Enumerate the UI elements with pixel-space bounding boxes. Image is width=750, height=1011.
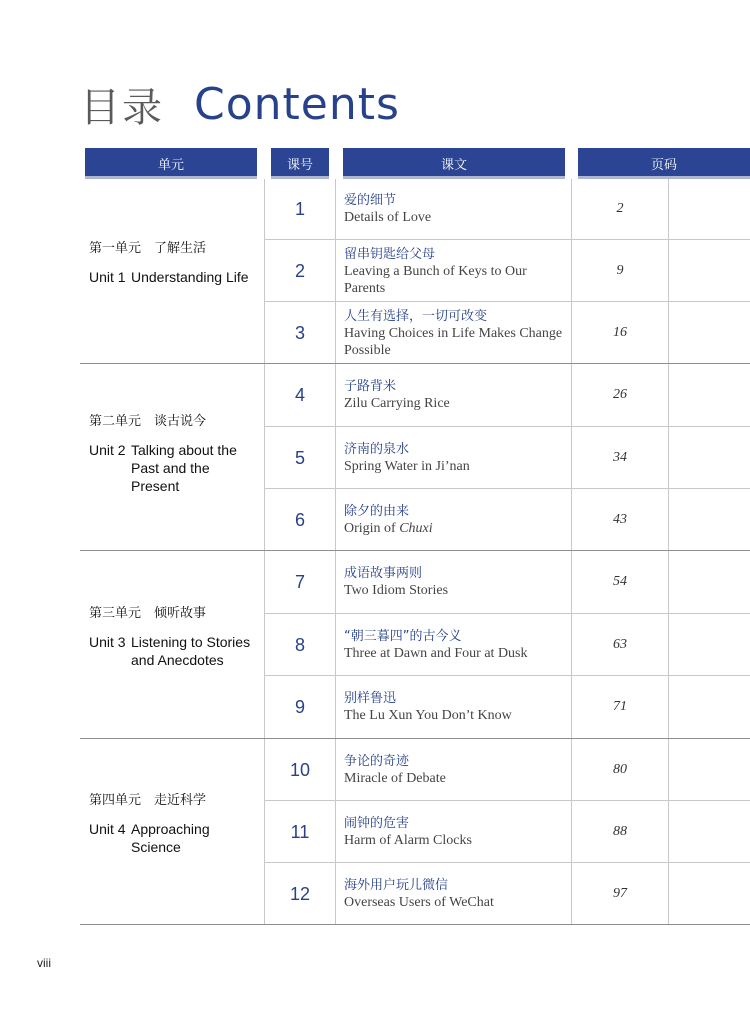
unit-title-chinese: 第二单元 谈古说今 (89, 414, 207, 429)
lesson-number: 5 (294, 447, 305, 468)
lesson-title-english: Spring Water in Ji’nan (344, 459, 470, 474)
unit-name: Listening to Stories and Anecdotes (131, 634, 251, 668)
lesson-row[interactable] (264, 739, 750, 801)
lesson-number: 11 (290, 821, 310, 842)
lesson-title-chinese: 子路背米 (344, 379, 397, 394)
lesson-title-chinese: 闹钟的危害 (344, 816, 410, 831)
page-number: 97 (613, 886, 627, 901)
unit-block (89, 237, 265, 286)
lesson-title-english: Overseas Users of WeChat (344, 895, 494, 910)
header-lesson-number: 课号 (271, 148, 329, 178)
page-number: 9 (616, 263, 624, 278)
lesson-row[interactable] (264, 614, 750, 676)
lesson-number: 10 (289, 759, 311, 780)
lesson-number: 9 (294, 696, 305, 717)
lesson-title-english (344, 520, 570, 537)
unit-name: Understanding Life (131, 269, 249, 285)
lesson-title-english: Leaving a Bunch of Keys to Our Parents (344, 263, 527, 296)
lesson-title-chinese: 海外用户玩儿微信 (344, 878, 449, 893)
lesson-number: 8 (294, 634, 305, 655)
unit-title-chinese: 第四单元 走近科学 (89, 793, 207, 808)
page-number: 34 (613, 450, 627, 465)
title-chinese: 目录 (80, 85, 164, 131)
lesson-row[interactable] (264, 364, 750, 426)
lesson-title-chinese: “朝三暮四”的古今义 (344, 629, 462, 644)
lesson-row[interactable] (264, 489, 750, 551)
lesson-title-english: Details of Love (344, 210, 432, 225)
lesson-title-english: The Lu Xun You Don’t Know (344, 708, 512, 723)
lesson-number: 3 (294, 322, 305, 343)
lesson-row[interactable] (264, 863, 750, 925)
page-folio: viii (37, 956, 51, 970)
lesson-row[interactable] (264, 240, 750, 302)
page-number: 2 (616, 201, 624, 216)
page-number: 71 (613, 699, 627, 714)
lesson-number: 2 (294, 260, 305, 281)
lesson-row[interactable] (264, 676, 750, 738)
page-number: 88 (613, 824, 627, 839)
page-number: 80 (613, 762, 627, 777)
lesson-title-english: Two Idiom Stories (344, 583, 449, 598)
lesson-title-chinese: 人生有选择，一切可改变 (344, 308, 488, 324)
lesson-title-chinese: 留串钥匙给父母 (344, 246, 436, 262)
lesson-title-english-prefix: Origin of (344, 521, 400, 536)
unit-number: Unit 1 (89, 269, 126, 285)
lesson-row[interactable] (264, 302, 750, 364)
header-shadow (85, 176, 257, 179)
page-number: 43 (613, 512, 627, 527)
unit-number: Unit 3 (89, 634, 126, 650)
lesson-title-english: Miracle of Debate (344, 771, 446, 786)
title-english: Contents (194, 79, 400, 130)
unit-name: Approaching Science (131, 821, 210, 855)
unit-title-chinese: 第三单元 倾听故事 (89, 606, 207, 621)
lesson-row[interactable] (264, 178, 750, 240)
unit-name: Talking about the Past and the Present (131, 442, 237, 494)
unit-block (89, 410, 265, 495)
lesson-number: 6 (294, 509, 305, 530)
page-number: 26 (613, 387, 627, 402)
unit-number: Unit 4 (89, 821, 126, 837)
lesson-number: 12 (289, 883, 311, 904)
lesson-number: 7 (294, 571, 305, 592)
unit-block (89, 602, 265, 669)
unit-number: Unit 2 (89, 442, 126, 458)
lesson-number: 1 (294, 198, 305, 219)
lesson-title-english: Harm of Alarm Clocks (344, 833, 472, 848)
header-unit: 单元 (85, 148, 257, 178)
lesson-title-english: Zilu Carrying Rice (344, 396, 450, 411)
page-number: 54 (613, 574, 627, 589)
lesson-title-english-italic: Chuxi (399, 521, 433, 536)
lesson-row[interactable] (264, 801, 750, 863)
unit-block (89, 789, 265, 856)
lesson-title-chinese: 济南的泉水 (344, 442, 410, 457)
page-title (80, 76, 400, 133)
page-number: 16 (613, 325, 627, 340)
lesson-row[interactable] (264, 427, 750, 489)
lesson-title-english: Having Choices in Life Makes Change Possible (344, 325, 563, 358)
header-lesson: 课文 (343, 148, 565, 178)
lesson-title-chinese: 除夕的由来 (344, 504, 410, 519)
lesson-title-english: Three at Dawn and Four at Dusk (344, 646, 528, 661)
lesson-row[interactable] (264, 551, 750, 613)
header-page: 页码 (578, 148, 750, 178)
unit-title-chinese: 第一单元 了解生活 (89, 241, 207, 256)
lesson-title-chinese: 别样鲁迅 (344, 691, 397, 706)
lesson-title-chinese: 争论的奇迹 (344, 754, 410, 769)
lesson-title-chinese: 成语故事两则 (344, 566, 423, 581)
lesson-title-chinese: 爱的细节 (344, 193, 397, 208)
page-number: 63 (613, 637, 627, 652)
lesson-number: 4 (294, 384, 305, 405)
